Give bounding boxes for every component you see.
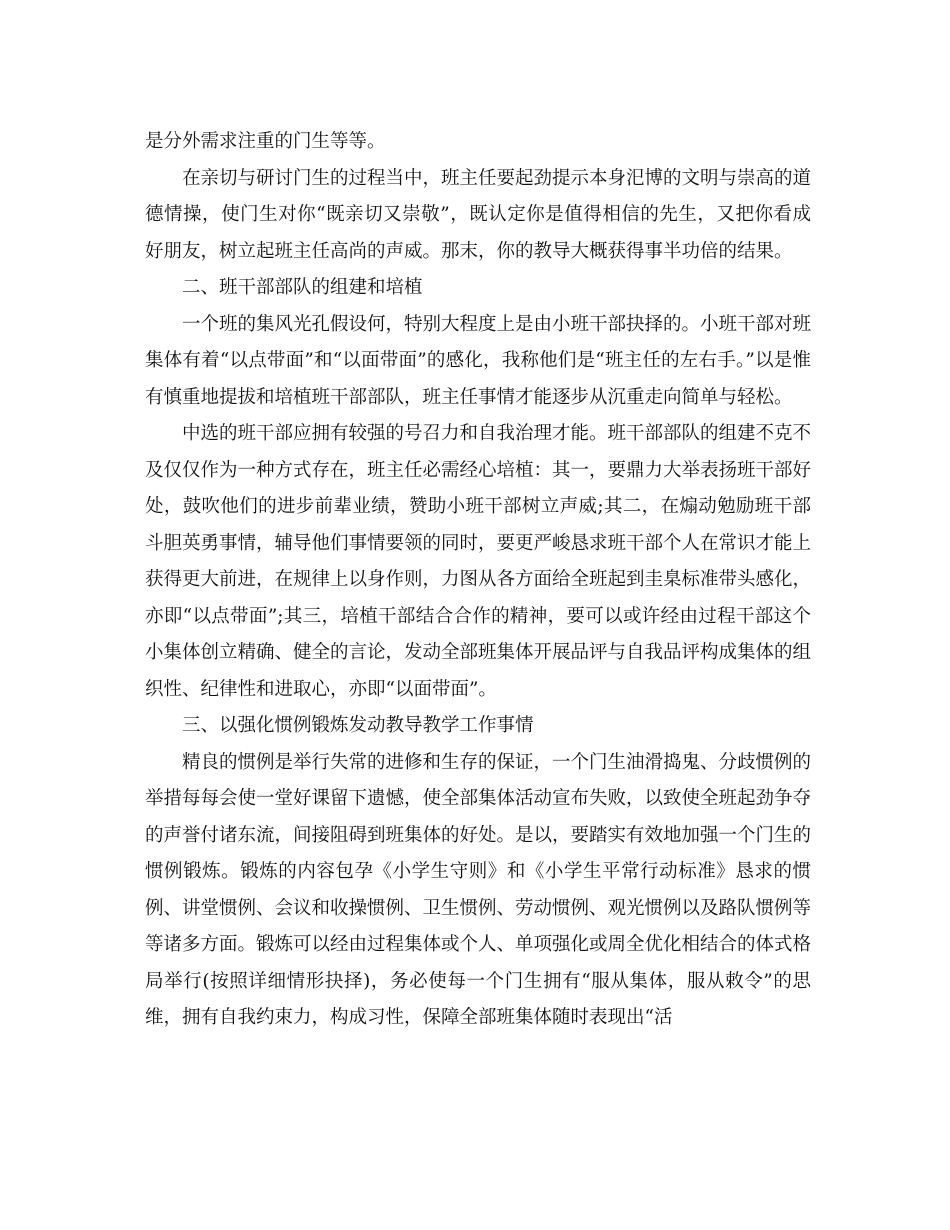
document-body [145, 124, 811, 1037]
paragraph-class-cadre-role: 一个班的集风光孔假设何，特别大程度上是由小班干部抉择的。小班干部对班集体有着“以点带面”和“以面带面”的感化，我称他们是“班主任的左右手。”以是惟有慎重地提拔和培植班干部部队，班主任事情才能逐步从沉重走向简单与轻松。 [145, 313, 812, 408]
section-heading-routine-training: 三、以强化惯例锻炼发动教导教学工作事情 [182, 715, 534, 736]
paragraph-teacher-prestige: 在亲切与研讨门生的过程当中，班主任要起劲提示本身汜博的文明与崇高的道德情操，使门生对你“既亲切又崇敬”，既认定你是值得相信的先生，又把你看成好朋友，树立起班主任高尚的声威。那末，你的教导大概获得事半功倍的结果。 [145, 167, 812, 262]
paragraph-routine-training: 精良的惯例是举行失常的进修和生存的保证，一个门生油滑捣鬼、分歧惯例的举措每每会使一堂好课留下遗憾，使全部集体活动宣布失败，以致使全班起劲争夺的声誉付诸东流，间接阻碍到班集体的好处。是以，要踏实有效地加强一个门生的惯例锻炼。锻炼的内容包孕《小学生守则》和《小学生平常行动标准》恳求的惯例、讲堂惯例、会议和收操惯例、卫生惯例、劳动惯例、观光惯例以及路队惯例等等诸多方面。锻炼可以经由过程集体或个人、单项强化或周全优化相结合的体式格局举行(按照详细情形抉择)，务必使每一个门生拥有“服从集体，服从敕令”的思维，拥有自我约束力，构成习性，保障全部班集体随时表现出“活 [145, 751, 812, 1028]
paragraph-continuation: 是分外需求注重的门生等等。 [145, 131, 386, 152]
section-heading-class-cadre: 二、班干部部队的组建和培植 [182, 277, 423, 298]
paragraph-class-cadre-training: 中选的班干部应拥有较强的号召力和自我治理才能。班干部部队的组建不克不及仅仅作为一种方式存在，班主任必需经心培植：其一，要鼎力大举表扬班干部好处，鼓吹他们的进步前辈业绩，赞助小班干部树立声威;其二，在煽动勉励班干部斗胆英勇事情，辅导他们事情要领的同时，要更严峻恳求班干部个人在常识才能上获得更大前进，在规律上以身作则，力图从各方面给全班起到圭臬标准带头感化，亦即“以点带面”;其三，培植干部结合合作的精神，要可以或许经由过程干部这个小集体创立精确、健全的言论，发动全部班集体开展品评与自我品评构成集体的组织性、纪律性和进取心，亦即“以面带面”。 [145, 423, 812, 700]
